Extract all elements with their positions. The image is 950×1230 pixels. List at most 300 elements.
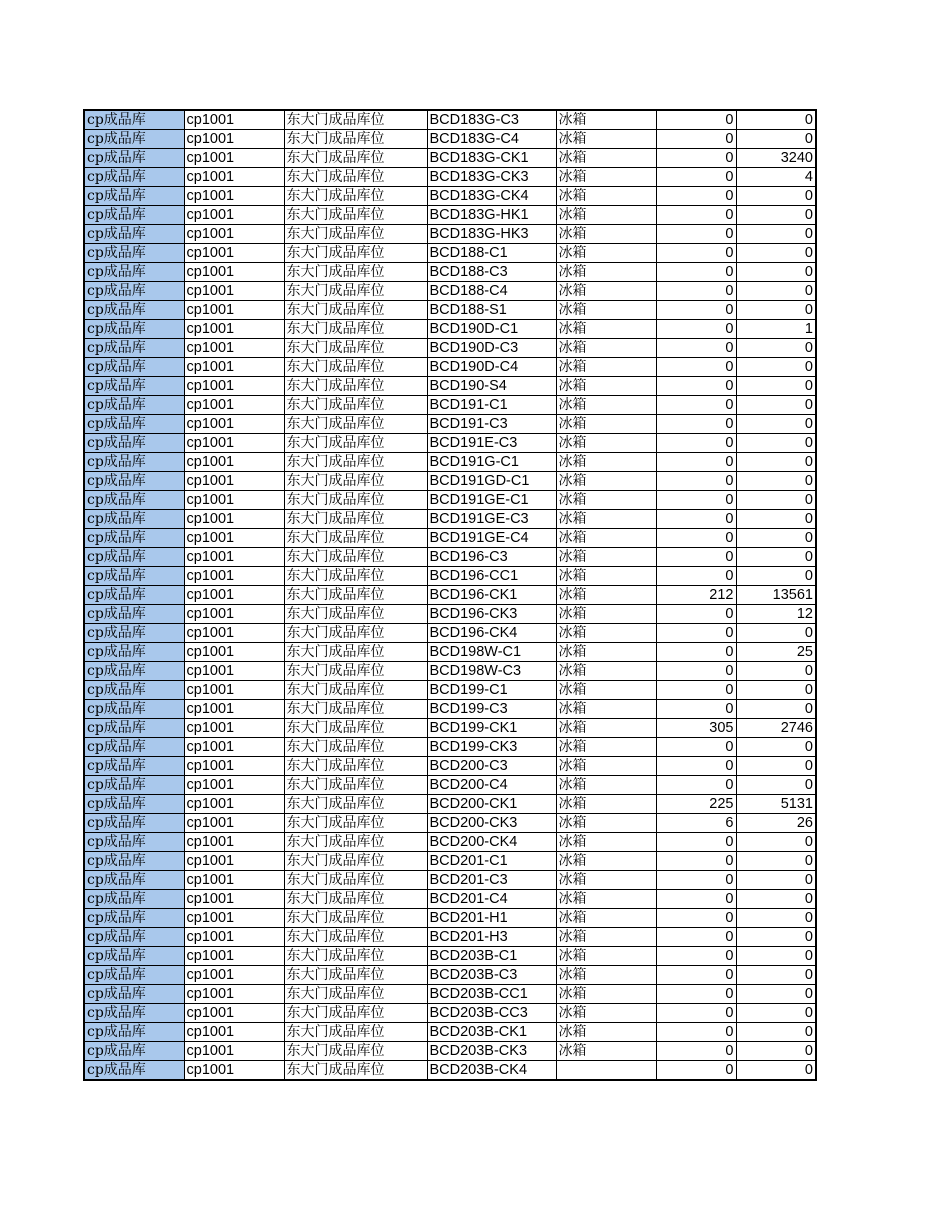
model-cell[interactable]: BCD183G-CK4 (427, 187, 556, 206)
warehouse-code-cell[interactable]: cp1001 (184, 1023, 284, 1042)
model-cell[interactable]: BCD199-CK1 (427, 719, 556, 738)
warehouse-code-cell[interactable]: cp1001 (184, 814, 284, 833)
warehouse-code-cell[interactable]: cp1001 (184, 700, 284, 719)
qty-b-cell[interactable]: 3240 (736, 149, 816, 168)
category-cell[interactable]: 冰箱 (556, 548, 656, 567)
category-cell[interactable]: 冰箱 (556, 339, 656, 358)
qty-b-cell[interactable]: 0 (736, 833, 816, 852)
category-cell[interactable]: 冰箱 (556, 225, 656, 244)
model-cell[interactable]: BCD203B-C3 (427, 966, 556, 985)
category-cell[interactable]: 冰箱 (556, 719, 656, 738)
qty-b-cell[interactable]: 0 (736, 890, 816, 909)
warehouse-code-cell[interactable]: cp1001 (184, 871, 284, 890)
warehouse-cell[interactable]: cp成品库 (84, 130, 184, 149)
model-cell[interactable]: BCD200-CK1 (427, 795, 556, 814)
model-cell[interactable]: BCD188-C4 (427, 282, 556, 301)
qty-a-cell[interactable]: 0 (656, 358, 736, 377)
location-cell[interactable]: 东大门成品库位 (284, 795, 427, 814)
model-cell[interactable]: BCD191GE-C4 (427, 529, 556, 548)
qty-a-cell[interactable]: 6 (656, 814, 736, 833)
location-cell[interactable]: 东大门成品库位 (284, 871, 427, 890)
location-cell[interactable]: 东大门成品库位 (284, 700, 427, 719)
location-cell[interactable]: 东大门成品库位 (284, 149, 427, 168)
qty-b-cell[interactable]: 0 (736, 510, 816, 529)
qty-a-cell[interactable]: 0 (656, 681, 736, 700)
qty-a-cell[interactable]: 0 (656, 244, 736, 263)
qty-b-cell[interactable]: 4 (736, 168, 816, 187)
model-cell[interactable]: BCD200-C3 (427, 757, 556, 776)
model-cell[interactable]: BCD203B-CK4 (427, 1061, 556, 1081)
warehouse-cell[interactable]: cp成品库 (84, 1042, 184, 1061)
location-cell[interactable]: 东大门成品库位 (284, 624, 427, 643)
category-cell[interactable]: 冰箱 (556, 852, 656, 871)
warehouse-cell[interactable]: cp成品库 (84, 396, 184, 415)
warehouse-cell[interactable]: cp成品库 (84, 852, 184, 871)
qty-b-cell[interactable]: 2746 (736, 719, 816, 738)
qty-a-cell[interactable]: 0 (656, 928, 736, 947)
warehouse-code-cell[interactable]: cp1001 (184, 567, 284, 586)
qty-a-cell[interactable]: 0 (656, 263, 736, 282)
model-cell[interactable]: BCD191G-C1 (427, 453, 556, 472)
qty-a-cell[interactable]: 0 (656, 396, 736, 415)
model-cell[interactable]: BCD190-S4 (427, 377, 556, 396)
model-cell[interactable]: BCD198W-C3 (427, 662, 556, 681)
category-cell[interactable]: 冰箱 (556, 415, 656, 434)
qty-a-cell[interactable]: 0 (656, 605, 736, 624)
qty-a-cell[interactable]: 0 (656, 662, 736, 681)
category-cell[interactable]: 冰箱 (556, 567, 656, 586)
warehouse-code-cell[interactable]: cp1001 (184, 301, 284, 320)
warehouse-code-cell[interactable]: cp1001 (184, 149, 284, 168)
warehouse-cell[interactable]: cp成品库 (84, 510, 184, 529)
warehouse-code-cell[interactable]: cp1001 (184, 1004, 284, 1023)
warehouse-cell[interactable]: cp成品库 (84, 434, 184, 453)
model-cell[interactable]: BCD191GE-C1 (427, 491, 556, 510)
model-cell[interactable]: BCD188-C1 (427, 244, 556, 263)
location-cell[interactable]: 东大门成品库位 (284, 681, 427, 700)
category-cell[interactable]: 冰箱 (556, 472, 656, 491)
qty-b-cell[interactable]: 0 (736, 415, 816, 434)
qty-a-cell[interactable]: 0 (656, 510, 736, 529)
category-cell[interactable]: 冰箱 (556, 776, 656, 795)
qty-b-cell[interactable]: 0 (736, 358, 816, 377)
warehouse-cell[interactable]: cp成品库 (84, 985, 184, 1004)
model-cell[interactable]: BCD196-C3 (427, 548, 556, 567)
warehouse-cell[interactable]: cp成品库 (84, 377, 184, 396)
qty-b-cell[interactable]: 0 (736, 529, 816, 548)
warehouse-code-cell[interactable]: cp1001 (184, 377, 284, 396)
qty-b-cell[interactable]: 13561 (736, 586, 816, 605)
warehouse-cell[interactable]: cp成品库 (84, 529, 184, 548)
qty-a-cell[interactable]: 0 (656, 852, 736, 871)
qty-b-cell[interactable]: 0 (736, 377, 816, 396)
location-cell[interactable]: 东大门成品库位 (284, 130, 427, 149)
qty-a-cell[interactable]: 0 (656, 1023, 736, 1042)
warehouse-code-cell[interactable]: cp1001 (184, 852, 284, 871)
category-cell[interactable]: 冰箱 (556, 358, 656, 377)
model-cell[interactable]: BCD203B-CK1 (427, 1023, 556, 1042)
warehouse-code-cell[interactable]: cp1001 (184, 472, 284, 491)
warehouse-cell[interactable]: cp成品库 (84, 890, 184, 909)
qty-b-cell[interactable]: 0 (736, 966, 816, 985)
qty-a-cell[interactable]: 0 (656, 1004, 736, 1023)
warehouse-cell[interactable]: cp成品库 (84, 909, 184, 928)
model-cell[interactable]: BCD191-C3 (427, 415, 556, 434)
qty-a-cell[interactable]: 0 (656, 548, 736, 567)
warehouse-cell[interactable]: cp成品库 (84, 149, 184, 168)
qty-b-cell[interactable]: 0 (736, 301, 816, 320)
location-cell[interactable]: 东大门成品库位 (284, 966, 427, 985)
location-cell[interactable]: 东大门成品库位 (284, 586, 427, 605)
warehouse-cell[interactable]: cp成品库 (84, 1004, 184, 1023)
location-cell[interactable]: 东大门成品库位 (284, 168, 427, 187)
model-cell[interactable]: BCD203B-CC1 (427, 985, 556, 1004)
qty-b-cell[interactable]: 12 (736, 605, 816, 624)
warehouse-code-cell[interactable]: cp1001 (184, 510, 284, 529)
qty-a-cell[interactable]: 0 (656, 225, 736, 244)
model-cell[interactable]: BCD183G-C4 (427, 130, 556, 149)
qty-b-cell[interactable]: 0 (736, 396, 816, 415)
warehouse-cell[interactable]: cp成品库 (84, 719, 184, 738)
warehouse-cell[interactable]: cp成品库 (84, 833, 184, 852)
qty-b-cell[interactable]: 0 (736, 548, 816, 567)
warehouse-cell[interactable]: cp成品库 (84, 263, 184, 282)
qty-b-cell[interactable]: 0 (736, 624, 816, 643)
warehouse-code-cell[interactable]: cp1001 (184, 757, 284, 776)
category-cell[interactable]: 冰箱 (556, 206, 656, 225)
qty-a-cell[interactable]: 0 (656, 434, 736, 453)
warehouse-code-cell[interactable]: cp1001 (184, 168, 284, 187)
category-cell[interactable]: 冰箱 (556, 263, 656, 282)
warehouse-code-cell[interactable]: cp1001 (184, 776, 284, 795)
warehouse-cell[interactable]: cp成品库 (84, 624, 184, 643)
model-cell[interactable]: BCD183G-CK1 (427, 149, 556, 168)
location-cell[interactable]: 东大门成品库位 (284, 928, 427, 947)
qty-a-cell[interactable]: 225 (656, 795, 736, 814)
category-cell[interactable]: 冰箱 (556, 738, 656, 757)
warehouse-code-cell[interactable]: cp1001 (184, 605, 284, 624)
location-cell[interactable]: 东大门成品库位 (284, 206, 427, 225)
category-cell[interactable]: 冰箱 (556, 130, 656, 149)
warehouse-code-cell[interactable]: cp1001 (184, 110, 284, 130)
warehouse-cell[interactable]: cp成品库 (84, 586, 184, 605)
qty-b-cell[interactable]: 0 (736, 110, 816, 130)
qty-b-cell[interactable]: 0 (736, 947, 816, 966)
location-cell[interactable]: 东大门成品库位 (284, 320, 427, 339)
qty-b-cell[interactable]: 0 (736, 909, 816, 928)
category-cell[interactable]: 冰箱 (556, 1023, 656, 1042)
model-cell[interactable]: BCD183G-C3 (427, 110, 556, 130)
qty-a-cell[interactable]: 0 (656, 833, 736, 852)
qty-b-cell[interactable]: 1 (736, 320, 816, 339)
model-cell[interactable]: BCD201-C3 (427, 871, 556, 890)
warehouse-cell[interactable]: cp成品库 (84, 738, 184, 757)
location-cell[interactable]: 东大门成品库位 (284, 415, 427, 434)
model-cell[interactable]: BCD201-C4 (427, 890, 556, 909)
warehouse-cell[interactable]: cp成品库 (84, 757, 184, 776)
model-cell[interactable]: BCD196-CC1 (427, 567, 556, 586)
category-cell[interactable] (556, 1061, 656, 1081)
qty-b-cell[interactable]: 0 (736, 871, 816, 890)
qty-b-cell[interactable]: 0 (736, 263, 816, 282)
warehouse-code-cell[interactable]: cp1001 (184, 1042, 284, 1061)
model-cell[interactable]: BCD203B-C1 (427, 947, 556, 966)
model-cell[interactable]: BCD200-CK3 (427, 814, 556, 833)
location-cell[interactable]: 东大门成品库位 (284, 434, 427, 453)
location-cell[interactable]: 东大门成品库位 (284, 833, 427, 852)
location-cell[interactable]: 东大门成品库位 (284, 453, 427, 472)
location-cell[interactable]: 东大门成品库位 (284, 263, 427, 282)
warehouse-code-cell[interactable]: cp1001 (184, 339, 284, 358)
warehouse-cell[interactable]: cp成品库 (84, 814, 184, 833)
warehouse-code-cell[interactable]: cp1001 (184, 187, 284, 206)
model-cell[interactable]: BCD200-CK4 (427, 833, 556, 852)
warehouse-cell[interactable]: cp成品库 (84, 472, 184, 491)
category-cell[interactable]: 冰箱 (556, 871, 656, 890)
warehouse-code-cell[interactable]: cp1001 (184, 795, 284, 814)
location-cell[interactable]: 东大门成品库位 (284, 529, 427, 548)
qty-a-cell[interactable]: 0 (656, 985, 736, 1004)
warehouse-cell[interactable]: cp成品库 (84, 491, 184, 510)
category-cell[interactable]: 冰箱 (556, 187, 656, 206)
location-cell[interactable]: 东大门成品库位 (284, 643, 427, 662)
location-cell[interactable]: 东大门成品库位 (284, 738, 427, 757)
warehouse-cell[interactable]: cp成品库 (84, 453, 184, 472)
warehouse-cell[interactable]: cp成品库 (84, 681, 184, 700)
qty-b-cell[interactable]: 0 (736, 130, 816, 149)
warehouse-code-cell[interactable]: cp1001 (184, 358, 284, 377)
model-cell[interactable]: BCD190D-C3 (427, 339, 556, 358)
qty-a-cell[interactable]: 0 (656, 1042, 736, 1061)
category-cell[interactable]: 冰箱 (556, 282, 656, 301)
warehouse-code-cell[interactable]: cp1001 (184, 966, 284, 985)
warehouse-cell[interactable]: cp成品库 (84, 1061, 184, 1081)
category-cell[interactable]: 冰箱 (556, 681, 656, 700)
warehouse-cell[interactable]: cp成品库 (84, 358, 184, 377)
qty-a-cell[interactable]: 0 (656, 377, 736, 396)
warehouse-cell[interactable]: cp成品库 (84, 1023, 184, 1042)
qty-b-cell[interactable]: 5131 (736, 795, 816, 814)
qty-a-cell[interactable]: 0 (656, 491, 736, 510)
warehouse-code-cell[interactable]: cp1001 (184, 434, 284, 453)
qty-a-cell[interactable]: 0 (656, 301, 736, 320)
warehouse-cell[interactable]: cp成品库 (84, 548, 184, 567)
warehouse-code-cell[interactable]: cp1001 (184, 130, 284, 149)
qty-a-cell[interactable]: 0 (656, 757, 736, 776)
location-cell[interactable]: 东大门成品库位 (284, 757, 427, 776)
qty-b-cell[interactable]: 0 (736, 776, 816, 795)
model-cell[interactable]: BCD191E-C3 (427, 434, 556, 453)
qty-b-cell[interactable]: 0 (736, 567, 816, 586)
location-cell[interactable]: 东大门成品库位 (284, 814, 427, 833)
qty-a-cell[interactable]: 0 (656, 320, 736, 339)
location-cell[interactable]: 东大门成品库位 (284, 567, 427, 586)
qty-b-cell[interactable]: 0 (736, 339, 816, 358)
model-cell[interactable]: BCD188-S1 (427, 301, 556, 320)
qty-b-cell[interactable]: 0 (736, 206, 816, 225)
qty-a-cell[interactable]: 0 (656, 453, 736, 472)
location-cell[interactable]: 东大门成品库位 (284, 396, 427, 415)
model-cell[interactable]: BCD191GD-C1 (427, 472, 556, 491)
qty-b-cell[interactable]: 0 (736, 491, 816, 510)
warehouse-code-cell[interactable]: cp1001 (184, 415, 284, 434)
warehouse-code-cell[interactable]: cp1001 (184, 909, 284, 928)
category-cell[interactable]: 冰箱 (556, 662, 656, 681)
warehouse-code-cell[interactable]: cp1001 (184, 548, 284, 567)
qty-a-cell[interactable]: 0 (656, 415, 736, 434)
location-cell[interactable]: 东大门成品库位 (284, 1004, 427, 1023)
location-cell[interactable]: 东大门成品库位 (284, 662, 427, 681)
qty-b-cell[interactable]: 0 (736, 662, 816, 681)
qty-a-cell[interactable]: 0 (656, 966, 736, 985)
qty-b-cell[interactable]: 0 (736, 1004, 816, 1023)
qty-b-cell[interactable]: 0 (736, 1061, 816, 1081)
model-cell[interactable]: BCD190D-C4 (427, 358, 556, 377)
qty-a-cell[interactable]: 0 (656, 206, 736, 225)
warehouse-cell[interactable]: cp成品库 (84, 110, 184, 130)
qty-b-cell[interactable]: 26 (736, 814, 816, 833)
category-cell[interactable]: 冰箱 (556, 890, 656, 909)
location-cell[interactable]: 东大门成品库位 (284, 472, 427, 491)
qty-a-cell[interactable]: 0 (656, 110, 736, 130)
warehouse-code-cell[interactable]: cp1001 (184, 643, 284, 662)
qty-b-cell[interactable]: 0 (736, 757, 816, 776)
warehouse-code-cell[interactable]: cp1001 (184, 453, 284, 472)
category-cell[interactable]: 冰箱 (556, 833, 656, 852)
qty-a-cell[interactable]: 0 (656, 643, 736, 662)
model-cell[interactable]: BCD199-C1 (427, 681, 556, 700)
category-cell[interactable]: 冰箱 (556, 814, 656, 833)
warehouse-code-cell[interactable]: cp1001 (184, 244, 284, 263)
qty-a-cell[interactable]: 0 (656, 187, 736, 206)
qty-b-cell[interactable]: 0 (736, 681, 816, 700)
warehouse-cell[interactable]: cp成品库 (84, 168, 184, 187)
category-cell[interactable]: 冰箱 (556, 700, 656, 719)
category-cell[interactable]: 冰箱 (556, 909, 656, 928)
model-cell[interactable]: BCD203B-CK3 (427, 1042, 556, 1061)
category-cell[interactable]: 冰箱 (556, 320, 656, 339)
category-cell[interactable]: 冰箱 (556, 301, 656, 320)
warehouse-code-cell[interactable]: cp1001 (184, 928, 284, 947)
warehouse-code-cell[interactable]: cp1001 (184, 833, 284, 852)
category-cell[interactable]: 冰箱 (556, 966, 656, 985)
qty-b-cell[interactable]: 25 (736, 643, 816, 662)
warehouse-cell[interactable]: cp成品库 (84, 225, 184, 244)
category-cell[interactable]: 冰箱 (556, 529, 656, 548)
warehouse-code-cell[interactable]: cp1001 (184, 529, 284, 548)
category-cell[interactable]: 冰箱 (556, 643, 656, 662)
model-cell[interactable]: BCD201-H3 (427, 928, 556, 947)
location-cell[interactable]: 东大门成品库位 (284, 301, 427, 320)
warehouse-cell[interactable]: cp成品库 (84, 301, 184, 320)
warehouse-cell[interactable]: cp成品库 (84, 928, 184, 947)
model-cell[interactable]: BCD183G-HK3 (427, 225, 556, 244)
category-cell[interactable]: 冰箱 (556, 985, 656, 1004)
model-cell[interactable]: BCD198W-C1 (427, 643, 556, 662)
qty-b-cell[interactable]: 0 (736, 1023, 816, 1042)
warehouse-cell[interactable]: cp成品库 (84, 339, 184, 358)
warehouse-cell[interactable]: cp成品库 (84, 662, 184, 681)
qty-a-cell[interactable]: 0 (656, 567, 736, 586)
model-cell[interactable]: BCD196-CK3 (427, 605, 556, 624)
model-cell[interactable]: BCD188-C3 (427, 263, 556, 282)
model-cell[interactable]: BCD201-C1 (427, 852, 556, 871)
qty-a-cell[interactable]: 0 (656, 871, 736, 890)
warehouse-cell[interactable]: cp成品库 (84, 320, 184, 339)
location-cell[interactable]: 东大门成品库位 (284, 947, 427, 966)
warehouse-code-cell[interactable]: cp1001 (184, 947, 284, 966)
qty-a-cell[interactable]: 305 (656, 719, 736, 738)
qty-b-cell[interactable]: 0 (736, 1042, 816, 1061)
category-cell[interactable]: 冰箱 (556, 168, 656, 187)
warehouse-cell[interactable]: cp成品库 (84, 947, 184, 966)
warehouse-code-cell[interactable]: cp1001 (184, 738, 284, 757)
qty-a-cell[interactable]: 0 (656, 890, 736, 909)
category-cell[interactable]: 冰箱 (556, 795, 656, 814)
warehouse-code-cell[interactable]: cp1001 (184, 586, 284, 605)
qty-b-cell[interactable]: 0 (736, 472, 816, 491)
category-cell[interactable]: 冰箱 (556, 244, 656, 263)
location-cell[interactable]: 东大门成品库位 (284, 339, 427, 358)
warehouse-cell[interactable]: cp成品库 (84, 700, 184, 719)
qty-b-cell[interactable]: 0 (736, 700, 816, 719)
qty-a-cell[interactable]: 0 (656, 1061, 736, 1081)
location-cell[interactable]: 东大门成品库位 (284, 1042, 427, 1061)
model-cell[interactable]: BCD183G-CK3 (427, 168, 556, 187)
qty-a-cell[interactable]: 0 (656, 149, 736, 168)
warehouse-cell[interactable]: cp成品库 (84, 871, 184, 890)
location-cell[interactable]: 东大门成品库位 (284, 985, 427, 1004)
qty-a-cell[interactable]: 212 (656, 586, 736, 605)
qty-b-cell[interactable]: 0 (736, 244, 816, 263)
warehouse-cell[interactable]: cp成品库 (84, 795, 184, 814)
model-cell[interactable]: BCD191GE-C3 (427, 510, 556, 529)
location-cell[interactable]: 东大门成品库位 (284, 225, 427, 244)
category-cell[interactable]: 冰箱 (556, 605, 656, 624)
category-cell[interactable]: 冰箱 (556, 377, 656, 396)
warehouse-cell[interactable]: cp成品库 (84, 187, 184, 206)
warehouse-code-cell[interactable]: cp1001 (184, 491, 284, 510)
category-cell[interactable]: 冰箱 (556, 757, 656, 776)
model-cell[interactable]: BCD183G-HK1 (427, 206, 556, 225)
warehouse-code-cell[interactable]: cp1001 (184, 396, 284, 415)
location-cell[interactable]: 东大门成品库位 (284, 890, 427, 909)
warehouse-cell[interactable]: cp成品库 (84, 415, 184, 434)
model-cell[interactable]: BCD200-C4 (427, 776, 556, 795)
qty-b-cell[interactable]: 0 (736, 738, 816, 757)
qty-a-cell[interactable]: 0 (656, 472, 736, 491)
warehouse-code-cell[interactable]: cp1001 (184, 890, 284, 909)
category-cell[interactable]: 冰箱 (556, 453, 656, 472)
warehouse-code-cell[interactable]: cp1001 (184, 719, 284, 738)
qty-b-cell[interactable]: 0 (736, 453, 816, 472)
location-cell[interactable]: 东大门成品库位 (284, 605, 427, 624)
category-cell[interactable]: 冰箱 (556, 149, 656, 168)
location-cell[interactable]: 东大门成品库位 (284, 776, 427, 795)
warehouse-code-cell[interactable]: cp1001 (184, 225, 284, 244)
warehouse-code-cell[interactable]: cp1001 (184, 263, 284, 282)
location-cell[interactable]: 东大门成品库位 (284, 1023, 427, 1042)
warehouse-cell[interactable]: cp成品库 (84, 206, 184, 225)
category-cell[interactable]: 冰箱 (556, 1042, 656, 1061)
model-cell[interactable]: BCD190D-C1 (427, 320, 556, 339)
model-cell[interactable]: BCD203B-CC3 (427, 1004, 556, 1023)
category-cell[interactable]: 冰箱 (556, 510, 656, 529)
warehouse-code-cell[interactable]: cp1001 (184, 662, 284, 681)
location-cell[interactable]: 东大门成品库位 (284, 110, 427, 130)
qty-b-cell[interactable]: 0 (736, 928, 816, 947)
qty-b-cell[interactable]: 0 (736, 282, 816, 301)
